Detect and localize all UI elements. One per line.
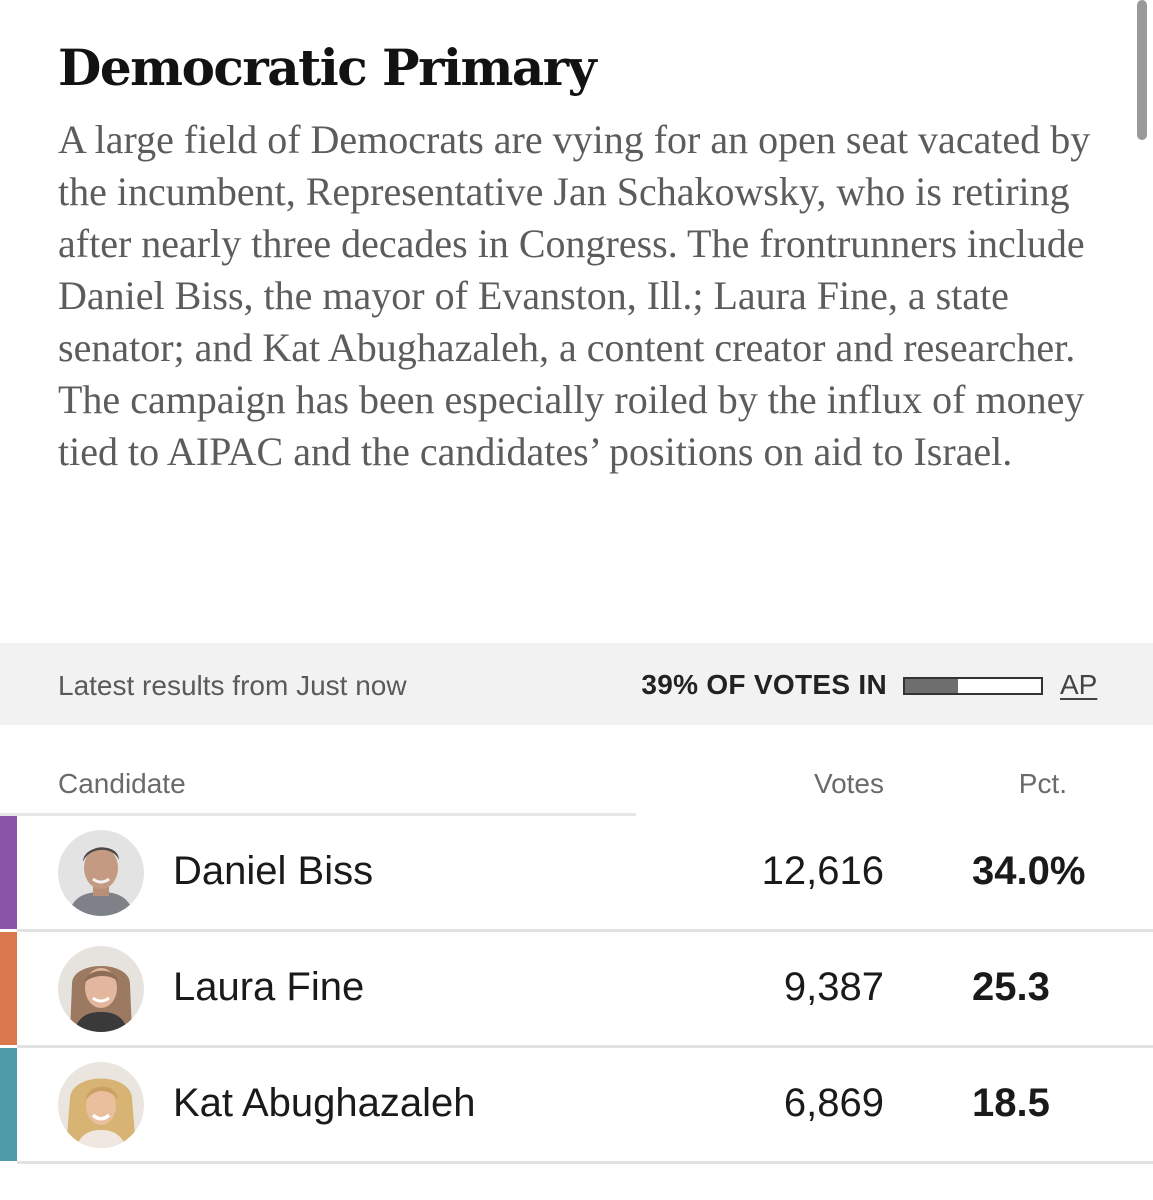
table-row — [0, 816, 1153, 929]
votes-reported-progress-fill — [905, 679, 958, 693]
candidate-name: Daniel Biss — [173, 849, 374, 893]
candidate-color-stripe — [0, 1048, 17, 1161]
race-title: Democratic Primary — [58, 38, 596, 97]
column-header-votes: Votes — [813, 768, 884, 799]
candidate-pct: 18.5 — [972, 1081, 1050, 1125]
table-row — [0, 932, 1153, 1045]
last-updated-text: Latest results from Just now — [58, 670, 407, 701]
source-link[interactable]: AP — [1060, 669, 1098, 700]
candidate-votes: 6,869 — [783, 1081, 884, 1125]
woman-portrait-icon — [58, 1062, 144, 1148]
man-portrait-icon — [58, 830, 144, 916]
scrollbar[interactable] — [1137, 0, 1147, 140]
candidate-color-stripe — [0, 932, 17, 1045]
candidate-name: Kat Abughazaleh — [173, 1081, 476, 1125]
candidate-name: Laura Fine — [173, 965, 365, 1009]
column-header-pct: Pct. — [1018, 768, 1067, 799]
votes-reported-progress-bar — [903, 677, 1043, 695]
candidate-pct: 34.0% — [972, 849, 1086, 893]
column-header-candidate: Candidate — [58, 768, 186, 799]
row-divider — [17, 1161, 1153, 1164]
table-row — [0, 1048, 1153, 1161]
votes-reported-label: 39% OF VOTES IN — [641, 669, 887, 700]
candidate-pct: 25.3 — [972, 965, 1050, 1009]
woman-portrait-icon — [58, 946, 144, 1032]
results-status-bar — [0, 643, 1153, 725]
candidate-votes: 9,387 — [783, 965, 884, 1009]
candidate-color-stripe — [0, 816, 17, 929]
candidate-votes: 12,616 — [761, 849, 884, 893]
race-description: A large field of Democrats are vying for an open seat vacated by the incumbent, Representative Jan Schakowsky, who is retiring after nearly three decades in Congress. The frontrunners include Daniel Biss, the mayor of Evanston, Ill.; Laura Fine, a state senator; and Kat Abughazaleh, a content creator and researcher. The campaign has been especially roiled by the influx of money tied to AIPAC and the candidates’ positions on aid to Israel. — [58, 117, 1091, 474]
